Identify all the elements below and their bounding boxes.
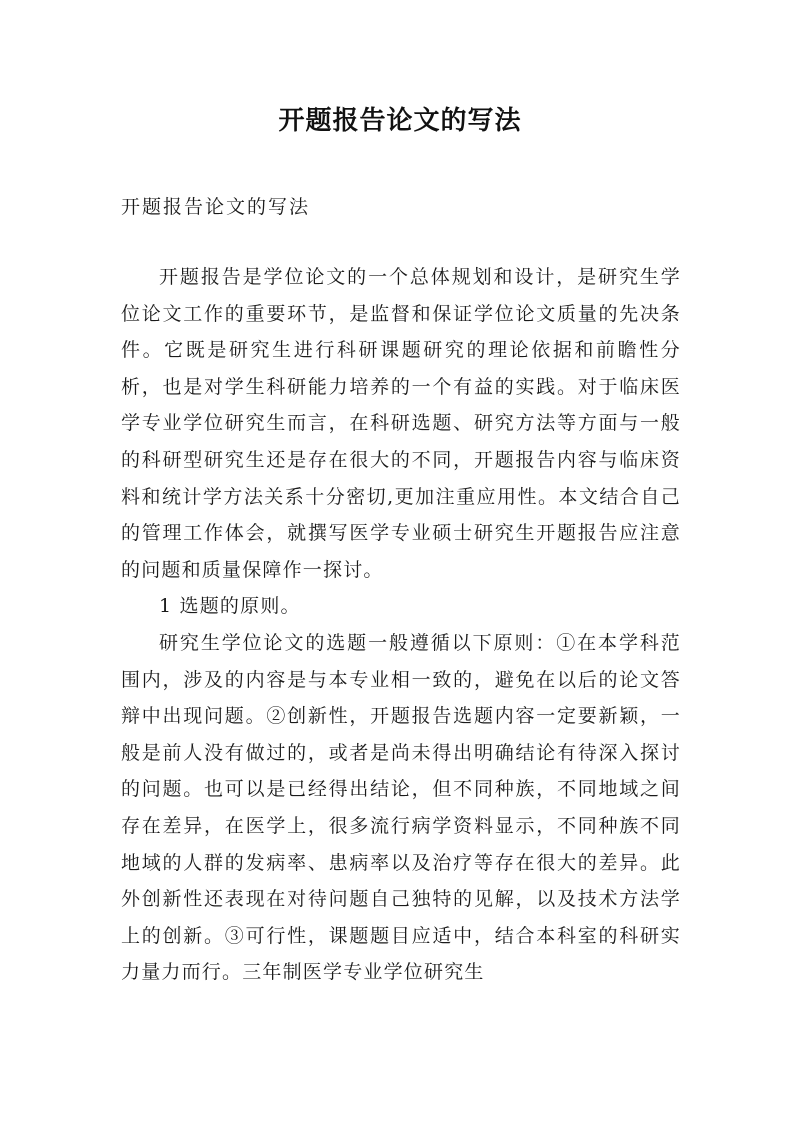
section-1-paragraph: 研究生学位论文的选题一般遵循以下原则：①在本学科范围内，涉及的内容是与本专业相一致的，避免在以后的论文答辩中出现问题。②创新性，开题报告选题内容一定要新颖，一般是前人没有做过的，或者是尚未得出明确结论有待深入探讨的问题。也可以是已经得出结论，但不同种族，不同地域之间存在差异，在医学上，很多流行病学资料显示，不同种族不同地域的人群的发病率、患病率以及治疗等存在很大的差异。此外创新性还表现在对待问题自己独特的见解，以及技术方法学上的创新。③可行性，课题题目应适中，结合本科室的科研实力量力而行。三年制医学专业学位研究生 (121, 631, 681, 984)
document-title: 开题报告论文的写法 (278, 106, 522, 136)
document-body (121, 259, 681, 991)
intro-paragraph: 开题报告是学位论文的一个总体规划和设计，是研究生学位论文工作的重要环节，是监督和保证学位论文质量的先决条件。它既是研究生进行科研课题研究的理论依据和前瞻性分析，也是对学生科研能力培养的一个有益的实践。对于临床医学专业学位研究生而言，在科研选题、研究方法等方面与一般的科研型研究生还是存在很大的不同，开题报告内容与临床资料和统计学方法关系十分密切,更加注重应用性。本文结合自己的管理工作体会，就撰写医学专业硕士研究生开题报告应注意的问题和质量保障作一探讨。 (121, 266, 681, 581)
section-1-heading: 1 选题的原则。 (159, 595, 301, 618)
document-subtitle: 开题报告论文的写法 (121, 196, 311, 218)
